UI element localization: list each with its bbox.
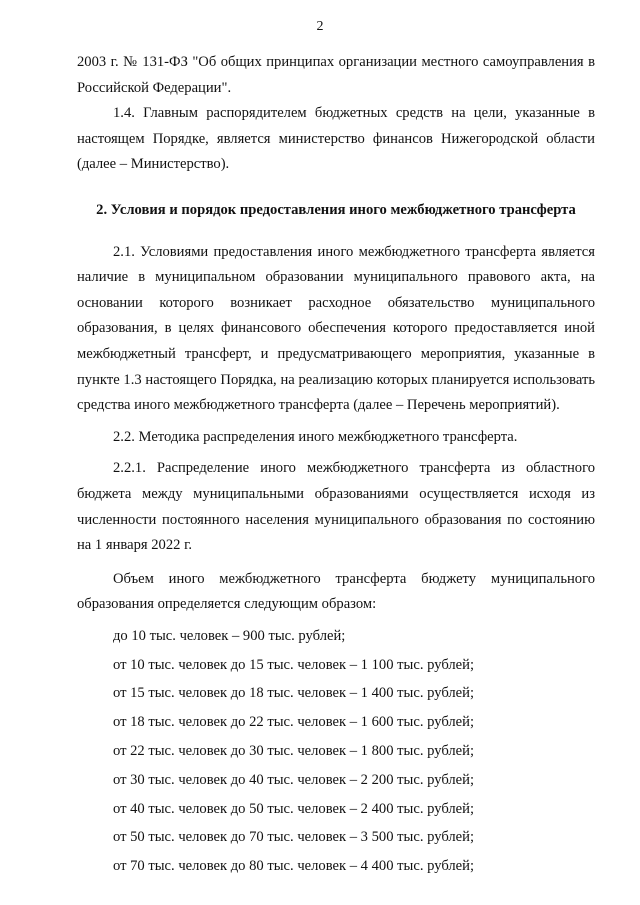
paragraph-law-reference: 2003 г. № 131-ФЗ "Об общих принципах организации местного самоуправления в Российской Федерации". <box>77 54 595 96</box>
tier-item: от 40 тыс. человек до 50 тыс. человек – 2 400 тыс. рублей; <box>113 800 475 817</box>
tier-item: от 30 тыс. человек до 40 тыс. человек – 2 200 тыс. рублей; <box>113 771 475 788</box>
paragraph-2-1: 2.1. Условиями предоставления иного межбюджетного трансферта является наличие в муниципальном образовании муниципального правового акта, на основании которого возникает расходное обязательство муниципального образования, в целях финансового обеспечения которого предоставляется иной межбюджетный трансферт, и предусматривающего мероприятия, указанные в пункте 1.3 настоящего Порядка, на реализацию которых планируется использовать средства иного межбюджетного трансферта (далее – Перечень мероприятий). <box>77 243 595 414</box>
document-body <box>77 50 595 880</box>
section-heading: 2. Условия и порядок предоставления иного межбюджетного трансферта <box>96 201 576 218</box>
tier-item: от 10 тыс. человек до 15 тыс. человек – 1 100 тыс. рублей; <box>113 656 475 673</box>
tier-item: от 15 тыс. человек до 18 тыс. человек – 1 400 тыс. рублей; <box>113 685 475 702</box>
tier-item: от 50 тыс. человек до 70 тыс. человек – 3 500 тыс. рублей; <box>113 829 475 846</box>
paragraph-2-2: 2.2. Методика распределения иного межбюджетного трансферта. <box>113 428 518 445</box>
tier-item: от 18 тыс. человек до 22 тыс. человек – 1 600 тыс. рублей; <box>113 714 475 731</box>
paragraph-volume: Объем иного межбюджетного трансферта бюджету муниципального образования определяется следующим образом: <box>77 570 595 613</box>
paragraph-2-2-1: 2.2.1. Распределение иного межбюджетного трансферта из областного бюджета между муниципальными образованиями осуществляется исходя из численности постоянного населения муниципального образования по состоянию на 1 января 2022 г. <box>77 460 595 554</box>
paragraph-1-4: 1.4. Главным распорядителем бюджетных средств на цели, указанные в настоящем Порядке, является министерство финансов Нижегородской области (далее – Министерство). <box>77 105 595 173</box>
tier-list <box>77 624 595 880</box>
page-number: 2 <box>316 19 324 34</box>
tier-item: до 10 тыс. человек – 900 тыс. рублей; <box>113 627 346 644</box>
tier-item: от 70 тыс. человек до 80 тыс. человек – 4 400 тыс. рублей; <box>113 858 475 875</box>
tier-item: от 22 тыс. человек до 30 тыс. человек – 1 800 тыс. рублей; <box>113 743 475 759</box>
